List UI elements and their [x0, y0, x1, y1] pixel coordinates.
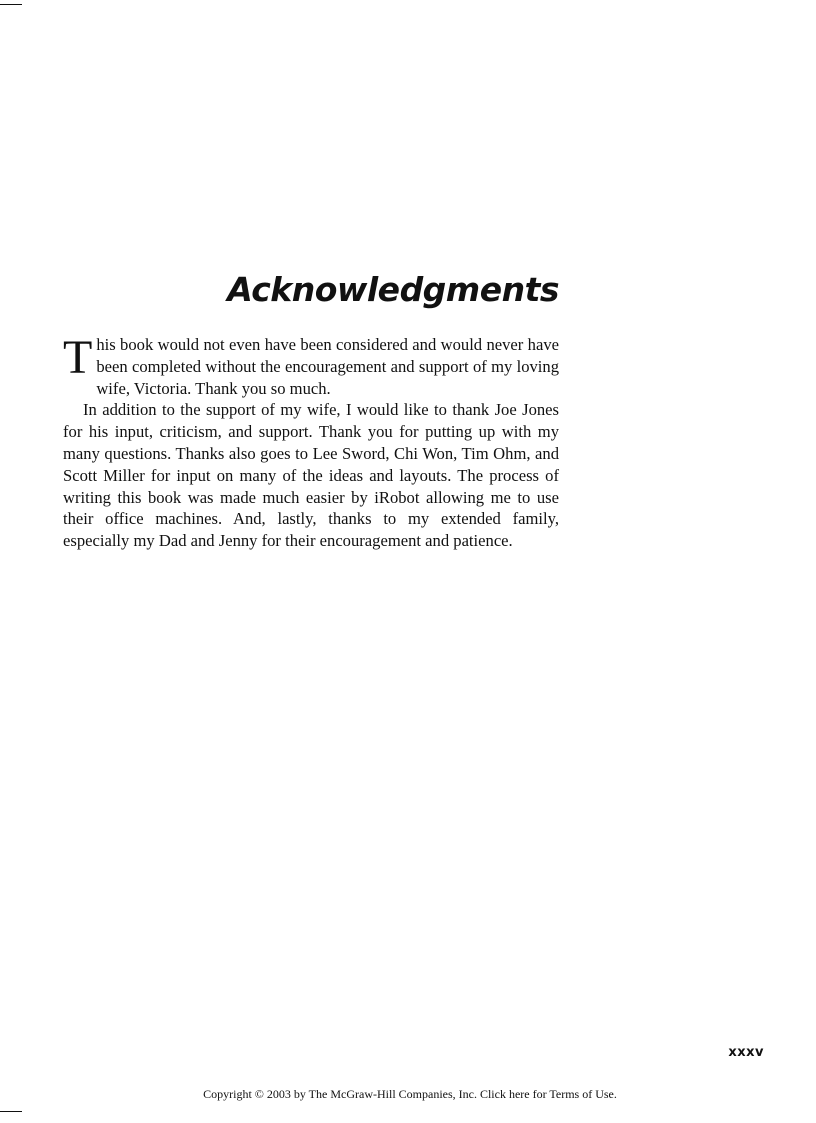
paragraph-2: In addition to the support of my wife, I would like to thank Joe Jones for his input, criticism, and support. Thank you for putting up with my many questions. Thanks also goes to Lee Sword, Chi Won, Tim Ohm, and Scott Miller for input on many of the ideas and layouts. The process of writing this book was made much easier by iRobot allowing me to use their office machines. And, lastly, thanks to my extended family, especially my Dad and Jenny for their encouragement and patience.	[63, 400, 559, 551]
acknowledgments-body	[63, 331, 559, 552]
page-number: xxxv	[728, 1045, 764, 1060]
paragraph-1-text: his book would not even have been considered and would never have been completed without the encouragement and support of my loving wife, Victoria. Thank you so much.	[96, 335, 559, 398]
crop-mark-top-left	[0, 4, 22, 5]
crop-mark-bottom-left	[0, 1111, 22, 1112]
copyright-text: Copyright © 2003 by The McGraw-Hill Companies, Inc.	[203, 1087, 480, 1101]
drop-cap: T	[63, 331, 93, 384]
terms-of-use-link[interactable]: Click here for Terms of Use.	[479, 1087, 617, 1101]
paragraph-1	[63, 331, 559, 399]
copyright-footer	[0, 1087, 816, 1102]
page-title: Acknowledgments	[227, 270, 559, 309]
